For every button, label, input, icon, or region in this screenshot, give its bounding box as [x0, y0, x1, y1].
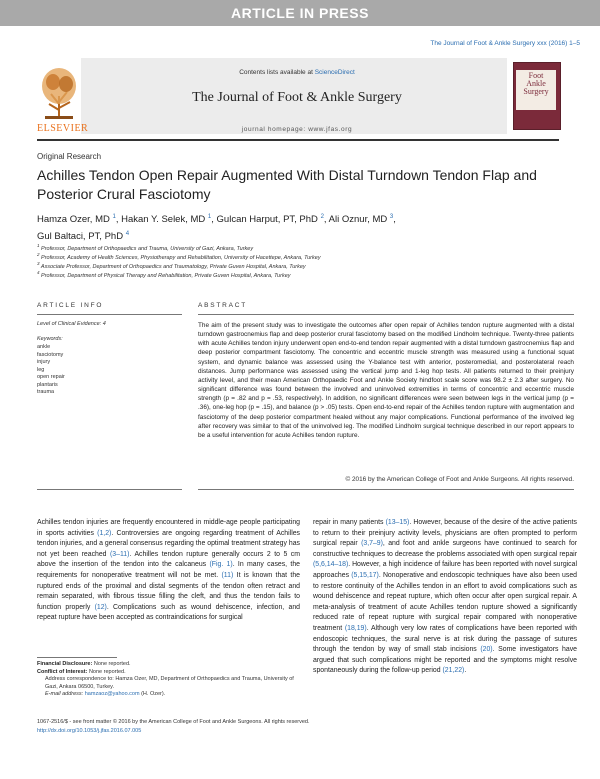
affiliation-number: 4 [37, 270, 40, 275]
author-affiliation-mark[interactable]: 1 [112, 214, 116, 220]
doi-link[interactable]: http://dx.doi.org/10.1053/j.jfas.2016.07.005 [37, 728, 142, 734]
affiliation-number: 1 [37, 243, 40, 248]
issn-copyright-line: 1067-2516/$ - see front matter © 2016 by the American College of Foot and Ankle Surgeons. All rights reserved. [37, 719, 310, 725]
contents-availability [87, 69, 507, 76]
author-name[interactable]: Gulcan Harput, PT, PhD [216, 214, 318, 226]
author-affiliation-mark[interactable]: 1 [207, 214, 212, 220]
cover-title-line: Surgery [523, 87, 549, 96]
body-text-segment: Achilles tendon injuries are frequently encountered in middle-age people participating in sports activities [37, 519, 300, 537]
abstract-bottom-divider [198, 489, 574, 490]
keywords-title: Keywords: [37, 336, 63, 342]
body-text-segment: . However, a high incidence of failure has been reported with novel surgical approaches [313, 561, 577, 579]
affiliation-number: 2 [37, 252, 40, 257]
citation-link[interactable]: (5,6,14–18) [313, 561, 349, 569]
financial-disclosure-label: Financial Disclosure: [37, 661, 93, 667]
body-text-segment: . Some investigators have argued that such complications might be reported and the symptoms might resolve spontaneously during the follow-up period [313, 646, 577, 675]
elsevier-wordmark: ELSEVIER [37, 123, 89, 134]
conflict-of-interest-label: Conflict of Interest: [37, 668, 88, 675]
keyword: trauma [37, 389, 55, 395]
cover-title-line: Foot [528, 71, 544, 80]
article-info-heading: ARTICLE INFO [37, 302, 104, 309]
level-of-evidence: Level of Clinical Evidence: 4 [37, 321, 106, 327]
citation-link[interactable]: (13–15) [385, 519, 410, 526]
citation-link[interactable]: (20) [480, 646, 493, 654]
body-column-left [37, 518, 300, 624]
citation-link[interactable]: (12) [94, 603, 107, 611]
author-list: Hamza Ozer, MD $^1$, Hakan Y. Selek, MD $^1$, Gulcan Harput, PT, PhD $^2$, Ali Oznur, MD $^3$, Gul Baltaci, PT, PhD $^4$ [37, 214, 396, 243]
correspondence-address: Address correspondence to: Hamza Ozer, MD, Department of Orthopaedics and Trauma, University of Gazi, Ankara 06500, Turkey. [45, 676, 294, 690]
journal-title: The Journal of Foot & Ankle Surgery [192, 90, 402, 105]
body-text-segment: . However, because of the desire of the active patients to return to their preinjury activity levels, physicians are often prompted to perform surgical repair [313, 519, 577, 548]
affiliation [37, 270, 291, 279]
abstract-text: The aim of the present study was to investigate the outcomes after open repair of Achilles tendon rupture augmented with a distal turndown gastrocnemius flap and deep posterior crural fasciotomy based on the modified Lindholm technique. Twenty-three patients with acute Achilles tendon injury underwent open end-to-end tendon repair augmented with a distal turndown gastrocnemius flap and deep posterior compartment fasciotomy. The concentric and eccentric muscle strength was measured using a functional squat system, and dynamic balance was assessed using the Y-balance test with anterior, posteromedial, and posterolateral reach distances. Jump performance was assessed using the vertical jump and 1-leg hop tests. All patients returned to their preinjury activity level, and their mean American Orthopaedic Foot and Ankle Society hindfoot scale score was 98.2 ± 2.3 after surgery. No significant difference was found between the involved and uninvolved extremities in terms of concentric and eccentric muscle strength (p = .82 and p = .53, respectively). In addition, no significant differences were seen between legs in the vertical jump (p = .36), one-leg hop (p = .15), and balance (p > .05) tests. Open end-to-end repair of the Achilles tendon rupture with augmentation and fasciotomy of the deep posterior compartment healed without any major complications. Functional performance of the involved leg after recovery was similar to that of the uninvolved leg. The modified Lindholm surgical technique described in our report appears to be a useful intervention for acute Achilles tendon rupture. [198, 322, 574, 439]
affiliation-text: Associate Professor, Department of Orthopaedics and Traumatology, Private Guven Hospital, Ankara, Turkey [40, 263, 306, 270]
keyword: plantaris [37, 381, 58, 388]
email-suffix: (H. Ozer). [139, 691, 166, 697]
email-label: E-mail address: [45, 691, 84, 697]
financial-disclosure [37, 661, 300, 669]
author-affiliation-mark[interactable]: 4 [125, 231, 130, 238]
financial-disclosure-text: None reported. [92, 661, 131, 667]
section-label: Original Research [37, 152, 102, 161]
citation-link[interactable]: (3–11) [110, 550, 130, 558]
article-in-press-banner: ARTICLE IN PRESS [0, 0, 600, 26]
article-title: Achilles Tendon Open Repair Augmented With Distal Turndown Tendon Flap and Posterior Crural Fasciotomy [37, 167, 537, 202]
keyword: open repair [37, 374, 65, 380]
body-text-segment: . [464, 667, 467, 675]
keyword: injury [37, 359, 51, 365]
affiliation-number: 3 [37, 261, 40, 266]
journal-homepage[interactable]: journal homepage: www.jfas.org [241, 126, 353, 133]
citation-link[interactable]: (3,7–9) [361, 540, 383, 548]
footnote-divider [37, 657, 117, 658]
keyword: leg [37, 366, 45, 373]
abstract-divider [198, 314, 574, 315]
author-affiliation-mark[interactable]: 3 [389, 214, 394, 220]
journal-citation[interactable]: The Journal of Foot & Ankle Surgery xxx (2016) 1–5 [430, 40, 580, 47]
affiliation-text: Professor, Department of Physical Therapy and Rehabilitation, Private Guven Hospital, Ankara, Turkey [41, 272, 291, 279]
author-name[interactable]: Hakan Y. Selek, MD [121, 214, 206, 226]
email-link[interactable]: hamzaoz@yahoo.com [84, 691, 140, 697]
author-name[interactable]: Hamza Ozer, MD [37, 214, 110, 226]
sciencedirect-link[interactable]: ScienceDirect [314, 69, 355, 76]
body-text-segment: . Nonoperative and endoscopic techniques have also been used to restore continuity of the Achilles tendon in an effort to avoid complications such as wound dehiscence and repeat rupture, which often occur after open surgical repair. A meta-analysis of treatment of acute Achilles tendon rupture showed a significantly reduced rate of repeat rupture with surgical repair compared with nonoperative treatment [313, 571, 577, 632]
body-text-segment: . In many cases, the requirements for nonoperative treatment will not be met. [37, 561, 300, 579]
citation-link[interactable]: (11) [221, 571, 234, 579]
citation-link[interactable]: (18,19) [344, 624, 367, 632]
footnotes [37, 661, 300, 699]
article-info-bottom-divider [37, 489, 182, 490]
affiliation-text: Professor, Department of Orthopaedics and Trauma, University of Gazi, Ankara, Turkey [41, 245, 254, 252]
keyword: fasciotomy [37, 351, 64, 358]
citation-link[interactable]: (5,15,17) [351, 571, 379, 579]
citation-link[interactable]: (Fig. 1) [209, 561, 233, 569]
author-affiliation-mark[interactable]: 2 [320, 214, 324, 220]
journal-cover-title [516, 70, 556, 110]
cover-title-line: Ankle [526, 79, 546, 88]
affiliation [37, 261, 306, 270]
body-column-right [313, 518, 577, 677]
keyword-list [37, 344, 65, 397]
body-text-segment: repair in many patients [313, 519, 386, 526]
body-text-segment: . Although very low rates of complications have been reported with endoscopic techniques, the sural nerve is at risk during the passage of sutures through the tendon by way of small stab incisions [313, 624, 577, 654]
conflict-of-interest [37, 669, 300, 677]
abstract-copyright: © 2016 by the American College of Foot and Ankle Surgeons. All rights reserved. [345, 476, 574, 483]
contents-prefix: Contents lists available at [239, 69, 315, 76]
correspondence-email [37, 691, 300, 699]
conflict-of-interest-text: None reported. [87, 668, 126, 675]
abstract-heading: ABSTRACT [198, 302, 248, 309]
header-divider [37, 139, 559, 141]
author-name[interactable]: Gul Baltaci, PT, PhD [37, 231, 124, 243]
affiliation [37, 243, 253, 252]
author-name[interactable]: Ali Oznur, MD [328, 214, 388, 226]
body-text-segment: , and foot and ankle surgeons have continued to search for constructive techniques to decrease the problems associated with open surgical repair [313, 540, 577, 558]
affiliation [37, 252, 321, 261]
citation-link[interactable]: (21,22) [442, 667, 465, 675]
body-text-segment: It is known that the ruptured ends of the proximal and distal segments of the tendon often retract and remain separated, with fibrous tissue filling the cleft, and thus the tendon fails to function properly [37, 571, 300, 611]
citation-link[interactable]: (1,2) [97, 529, 112, 537]
keyword: ankle [37, 344, 51, 350]
article-info-divider [37, 314, 182, 315]
affiliation-text: Professor, Academy of Health Sciences, Physiotherapy and Rehabilitation, University of Hacettepe, Ankara, Turkey [41, 254, 321, 261]
body-text-segment: . Controversies are ongoing regarding treatment of Achilles tendon injuries, and a general consensus regarding the optimal treatment strategy has not yet been reached [37, 529, 301, 558]
body-text-segment: . Achilles tendon rupture generally occurs 2 to 5 cm above the insertion of the tendon into the calcaneus [37, 550, 300, 569]
body-text-segment: . Complications such as wound dehiscence, infection, and repeat rupture have been accepted as contraindications for surgical [37, 603, 300, 622]
